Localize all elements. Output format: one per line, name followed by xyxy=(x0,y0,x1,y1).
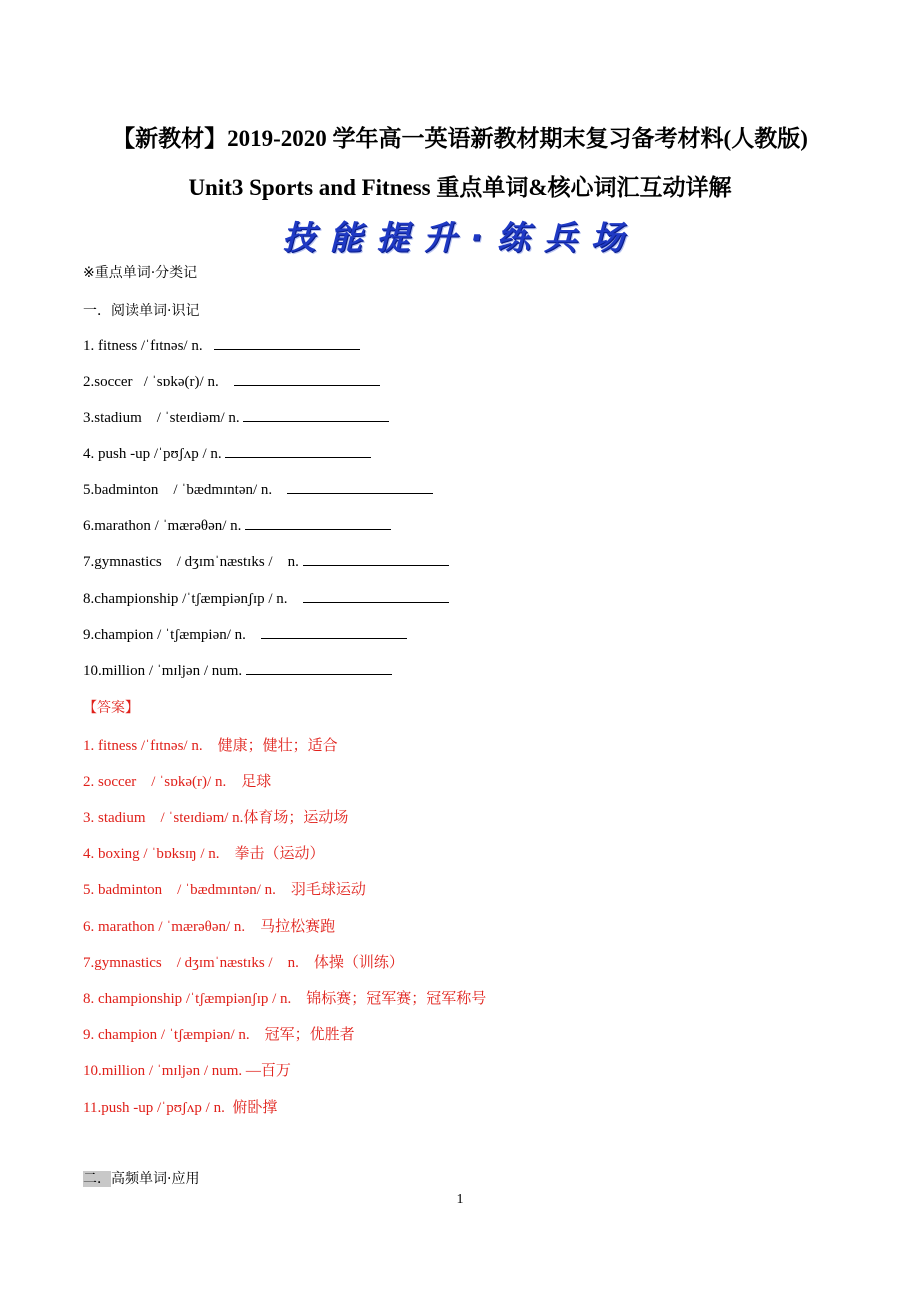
answer-item: 5. badminton / ˈbædmɪntən/ n. 羽毛球运动 xyxy=(83,882,366,898)
part2-heading-text: 高频单词·应用 xyxy=(111,1171,200,1187)
answer-item: 9. champion / ˈtʃæmpiən/ n. 冠军；优胜者 xyxy=(83,1027,355,1043)
vocab-item: 10.million / ˈmɪljən / num. xyxy=(83,662,392,680)
vocab-item: 5.badminton / ˈbædmɪntən/ n. xyxy=(83,481,433,499)
vocab-item: 6.marathon / ˈmærəθən/ n. xyxy=(83,517,391,535)
answer-item: 8. championship /ˈtʃæmpiənʃɪp / n. 锦标赛；冠军赛；冠军称号 xyxy=(83,991,487,1007)
answer-item: 7.gymnastics / dʒɪmˈnæstɪks / n. 体操（训练） xyxy=(83,955,404,971)
answer-item: 6. marathon / ˈmærəθən/ n. 马拉松赛跑 xyxy=(83,919,336,935)
vocab-item: 9.champion / ˈtʃæmpiən/ n. xyxy=(83,626,407,644)
document-title-line2: Unit3 Sports and Fitness 重点单词&核心词汇互动详解 xyxy=(188,175,732,200)
vocab-item: 2.soccer / ˈsɒkə(r)/ n. xyxy=(83,373,380,391)
vocab-item: 7.gymnastics / dʒɪmˈnæstɪks / n. xyxy=(83,553,449,571)
part2-heading xyxy=(83,1168,199,1188)
part2-heading-number: 二． xyxy=(83,1171,111,1187)
vocab-item: 3.stadium / ˈsteɪdiəm/ n. xyxy=(83,409,389,427)
answer-item: 4. boxing / ˈbɒksɪŋ / n. 拳击（运动） xyxy=(83,846,325,862)
vocab-item: 1. fitness /ˈfɪtnəs/ n. xyxy=(83,337,360,355)
answer-item: 1. fitness /ˈfɪtnəs/ n. 健康；健壮；适合 xyxy=(83,738,338,754)
answer-item: 2. soccer / ˈsɒkə(r)/ n. 足球 xyxy=(83,774,272,790)
section-banner: 技能提升·练兵场 xyxy=(282,218,638,257)
page-number: 1 xyxy=(456,1192,464,1207)
answer-item: 10.million / ˈmɪljən / num. —百万 xyxy=(83,1063,291,1079)
vocab-item: 4. push -up /ˈpʊʃʌp / n. xyxy=(83,445,371,463)
section-heading: ※重点单词·分类记 xyxy=(83,265,198,281)
answer-label: 【答案】 xyxy=(83,700,139,716)
part1-heading: 一．阅读单词·识记 xyxy=(83,303,200,319)
answer-item: 11.push -up /ˈpʊʃʌp / n. 俯卧撑 xyxy=(83,1100,278,1116)
document-title-line1: 【新教材】2019-2020 学年高一英语新教材期末复习备考材料(人教版) xyxy=(112,126,808,151)
vocab-item: 8.championship /ˈtʃæmpiənʃɪp / n. xyxy=(83,590,449,608)
answer-item: 3. stadium / ˈsteɪdiəm/ n.体育场；运动场 xyxy=(83,810,349,826)
